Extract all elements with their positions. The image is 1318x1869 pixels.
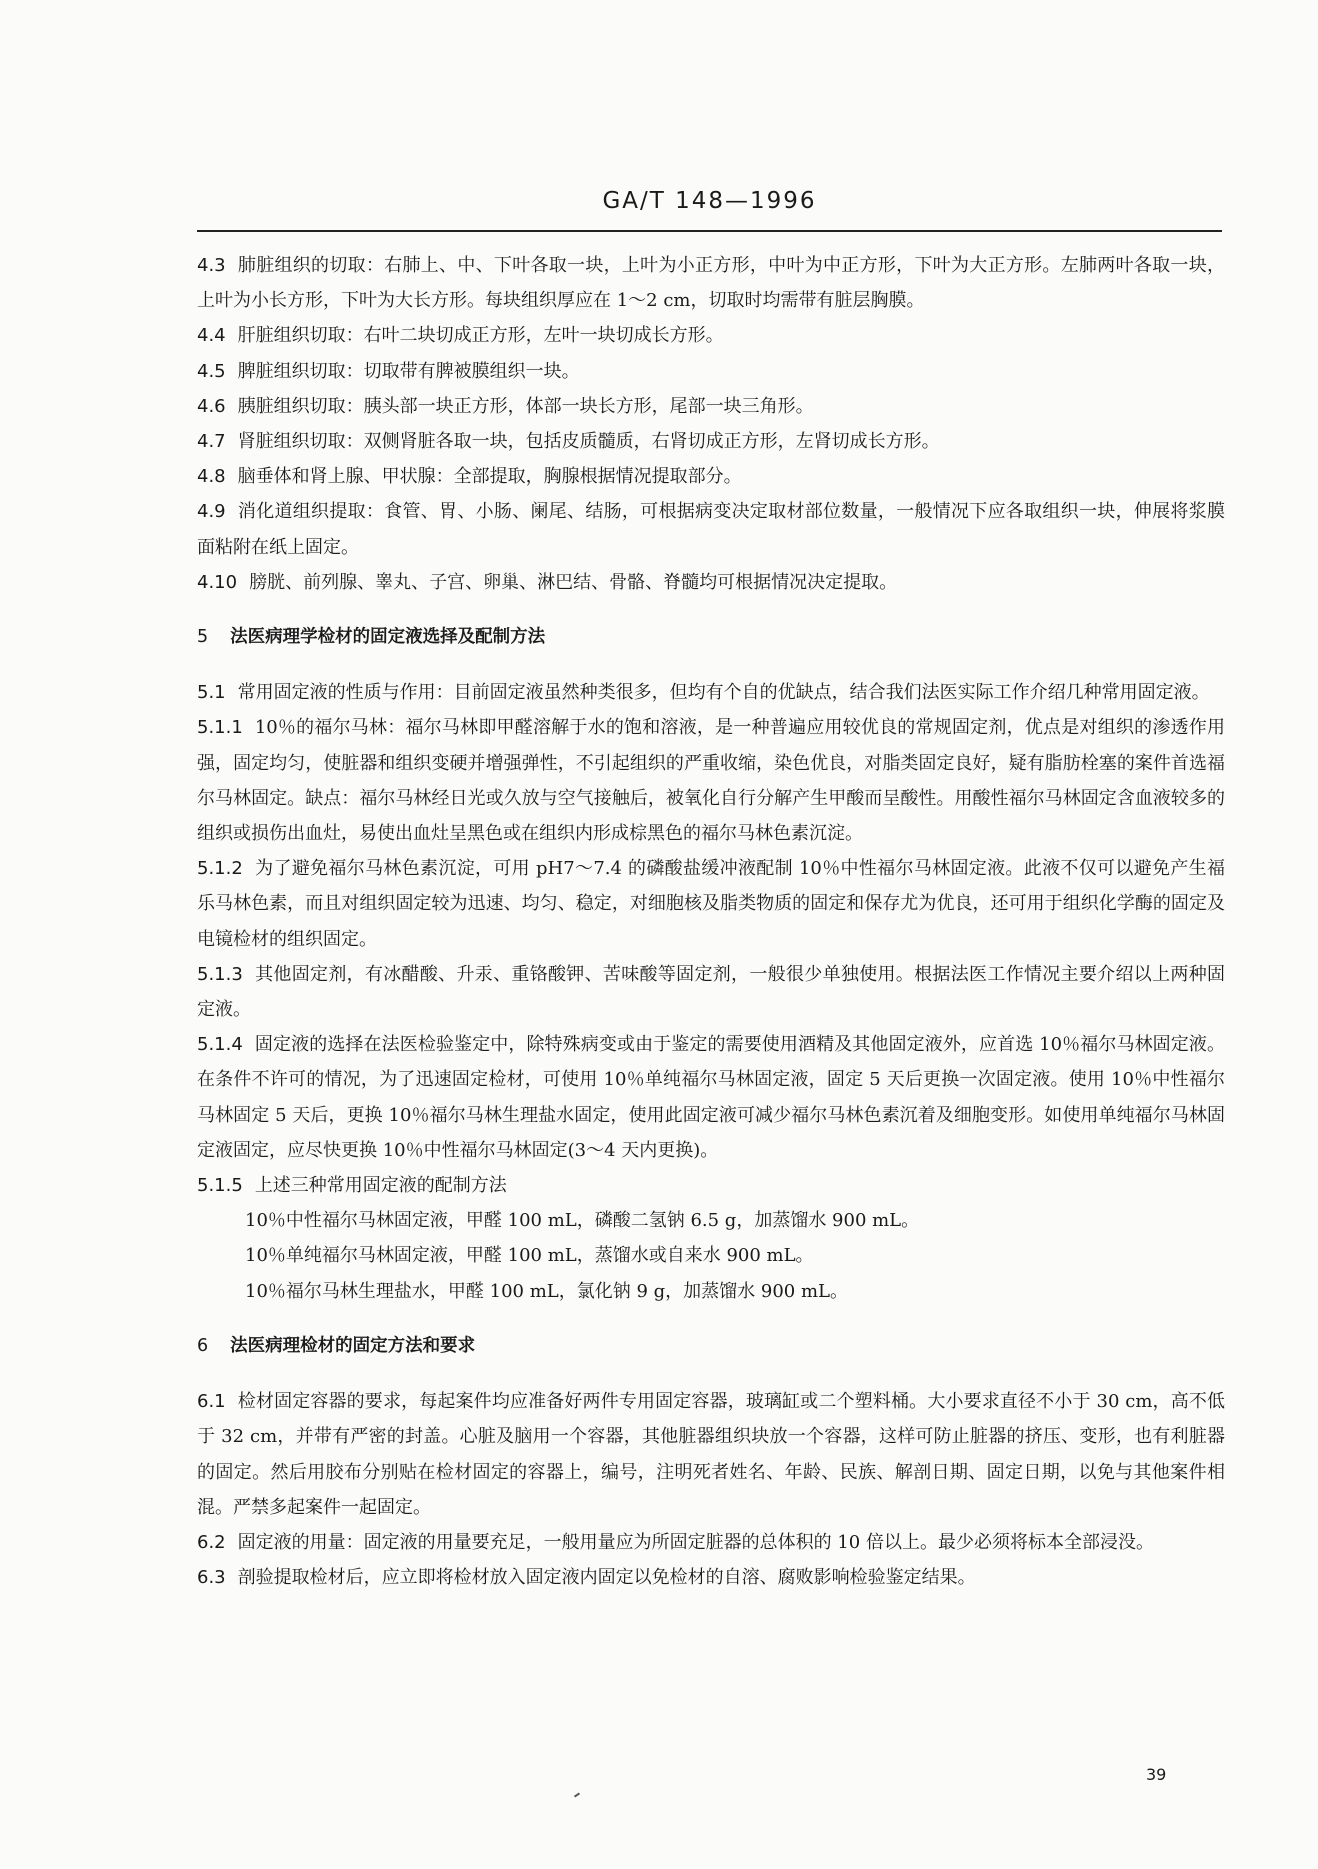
clause-text: 剖验提取检材后，应立即将检材放入固定液内固定以免检材的自溶、腐败影响检验鉴定结果。 [237,1567,976,1589]
formula-item: 10％单纯福尔马林固定液，甲醛 100 mL，蒸馏水或自来水 900 mL。 [245,1245,814,1267]
formula-item: 10％福尔马林生理盐水，甲醛 100 mL，氯化钠 9 g，加蒸馏水 900 mL。 [245,1280,848,1302]
clause-number: 4.4 [197,325,226,347]
section-number: 5 [197,627,209,648]
section-heading-5 [197,620,1225,655]
clause-number: 5.1 [197,682,226,704]
clause-4-8 [197,459,1225,494]
clause-6-3 [197,1560,1225,1595]
clause-number: 5.1.3 [197,963,243,985]
clause-6-2 [197,1525,1225,1560]
clause-5-1 [197,675,1225,710]
clause-text: 消化道组织提取：食管、胃、小肠、阑尾、结肠，可根据病变决定取材部位数量，一般情况下应各取组织一块，伸展将浆膜面粘附在纸上固定。 [197,501,1225,558]
section-title: 法医病理学检材的固定液选择及配制方法 [230,627,546,648]
clause-4-9 [197,494,1225,564]
clause-text: 固定液的用量：固定液的用量要充足，一般用量应为所固定脏器的总体积的 10 倍以上。最少必须将标本全部浸没。 [237,1531,1154,1553]
clause-text: 脑垂体和肾上腺、甲状腺：全部提取，胸腺根据情况提取部分。 [237,466,742,488]
clause-number: 4.7 [197,431,226,453]
clause-number: 4.9 [197,501,226,523]
clause-5-1-5 [197,1168,1225,1203]
clause-number: 6.1 [197,1391,226,1413]
clause-4-4 [197,318,1225,353]
clause-5-1-1 [197,710,1225,851]
clause-number: 5.1.2 [197,858,243,880]
clause-text: 其他固定剂，有冰醋酸、升汞、重铬酸钾、苦味酸等固定剂，一般很少单独使用。根据法医工作情况主要介绍以上两种固定液。 [197,963,1225,1021]
standard-code-header: GA/T 148—1996 [602,188,817,214]
header-rule [197,230,1222,232]
clause-text: 膀胱、前列腺、睾丸、子宫、卵巢、淋巴结、骨骼、脊髓均可根据情况决定提取。 [249,571,898,593]
clause-number: 6.2 [197,1531,226,1553]
clause-number: 4.8 [197,466,226,488]
clause-text: 固定液的选择在法医检验鉴定中，除特殊病变或由于鉴定的需要使用酒精及其他固定液外，应首选 10％福尔马林固定液。在条件不许可的情况，为了迅速固定检材，可使用 10％单纯福尔马林固定液，固定 5 天后更换一次固定液。使用 10％中性福尔马林固定 5 天后，更换 10％福尔马林生理盐水固定，使用此固定液可减少福尔马林色素沉着及细胞变形。如使用单纯福尔马林固定液固定，应尽快更换 10％中性福尔马林固定(3～4 天内更换)。 [197,1034,1225,1161]
clause-text: 常用固定液的性质与作用：目前固定液虽然种类很多，但均有个自的优缺点，结合我们法医实际工作介绍几种常用固定液。 [237,682,1210,704]
clause-text: 肝脏组织切取：右叶二块切成正方形，左叶一块切成长方形。 [237,325,724,347]
clause-number: 5.1.1 [197,717,243,739]
clause-text: 检材固定容器的要求，每起案件均应准备好两件专用固定容器，玻璃缸或二个塑料桶。大小要求直径不小于 30 cm，高不低于 32 cm，并带有严密的封盖。心脏及脑用一个容器，其他脏器组织块放一个容器，这样可防止脏器的挤压、变形，也有利脏器的固定。然后用胶布分别贴在检材固定的容器上，编号，注明死者姓名、年龄、民族、解剖日期、固定日期，以免与其他案件相混。严禁多起案件一起固定。 [197,1391,1225,1518]
formula-item: 10％中性福尔马林固定液，甲醛 100 mL，磷酸二氢钠 6.5 g，加蒸馏水 900 mL。 [245,1210,920,1232]
clause-text: 肺脏组织的切取：右肺上、中、下叶各取一块，上叶为小正方形，中叶为中正方形，下叶为大正方形。左肺两叶各取一块，上叶为小长方形，下叶为大长方形。每块组织厚应在 1～2 cm，切取时均需带有脏层胸膜。 [197,255,1225,312]
clause-4-7 [197,424,1225,459]
clause-number: 4.5 [197,360,226,382]
clause-number: 4.10 [197,571,238,593]
clause-text: 胰脏组织切取：胰头部一块正方形，体部一块长方形，尾部一块三角形。 [237,395,814,417]
section-heading-6 [197,1329,1225,1364]
clause-6-1 [197,1384,1225,1525]
section-title: 法医病理检材的固定方法和要求 [230,1335,476,1356]
section-number: 6 [197,1335,209,1356]
clause-text: 脾脏组织切取：切取带有脾被膜组织一块。 [237,360,580,382]
clause-number: 5.1.5 [197,1175,243,1197]
clause-number: 5.1.4 [197,1034,243,1056]
clause-4-3 [197,248,1225,318]
clause-number: 6.3 [197,1567,226,1589]
clause-text: 肾脏组织切取：双侧肾脏各取一块，包括皮质髓质，右肾切成正方形，左肾切成长方形。 [237,431,940,453]
clause-text: 10％的福尔马林：福尔马林即甲醛溶解于水的饱和溶液，是一种普遍应用较优良的常规固定剂，优点是对组织的渗透作用强，固定均匀，使脏器和组织变硬并增强弹性，不引起组织的严重收缩，染色优良，对脂类固定良好，疑有脂肪栓塞的案件首选福尔马林固定。缺点：福尔马林经日光或久放与空气接触后，被氧化自行分解产生甲酸而呈酸性。用酸性福尔马林固定含血液较多的组织或损伤出血灶，易使出血灶呈黑色或在组织内形成棕黑色的福尔马林色素沉淀。 [197,717,1225,845]
clause-4-10 [197,565,1225,600]
clause-number: 4.3 [197,255,226,276]
clause-5-1-2 [197,851,1225,957]
clause-text: 上述三种常用固定液的配制方法 [254,1175,507,1197]
scan-mark [574,1792,580,1797]
clause-5-1-4 [197,1027,1225,1168]
page-number: 39 [1146,1765,1167,1784]
clause-4-5 [197,354,1225,389]
document-body [197,248,1225,1595]
clause-5-1-3 [197,957,1225,1027]
clause-4-6 [197,389,1225,424]
clause-number: 4.6 [197,395,226,417]
clause-text: 为了避免福尔马林色素沉淀，可用 pH7～7.4 的磷酸盐缓冲液配制 10％中性福尔马林固定液。此液不仅可以避免产生福乐马林色素，而且对组织固定较为迅速、均匀、稳定，对细胞核及脂类物质的固定和保存尤为优良，还可用于组织化学酶的固定及电镜检材的组织固定。 [197,858,1225,950]
